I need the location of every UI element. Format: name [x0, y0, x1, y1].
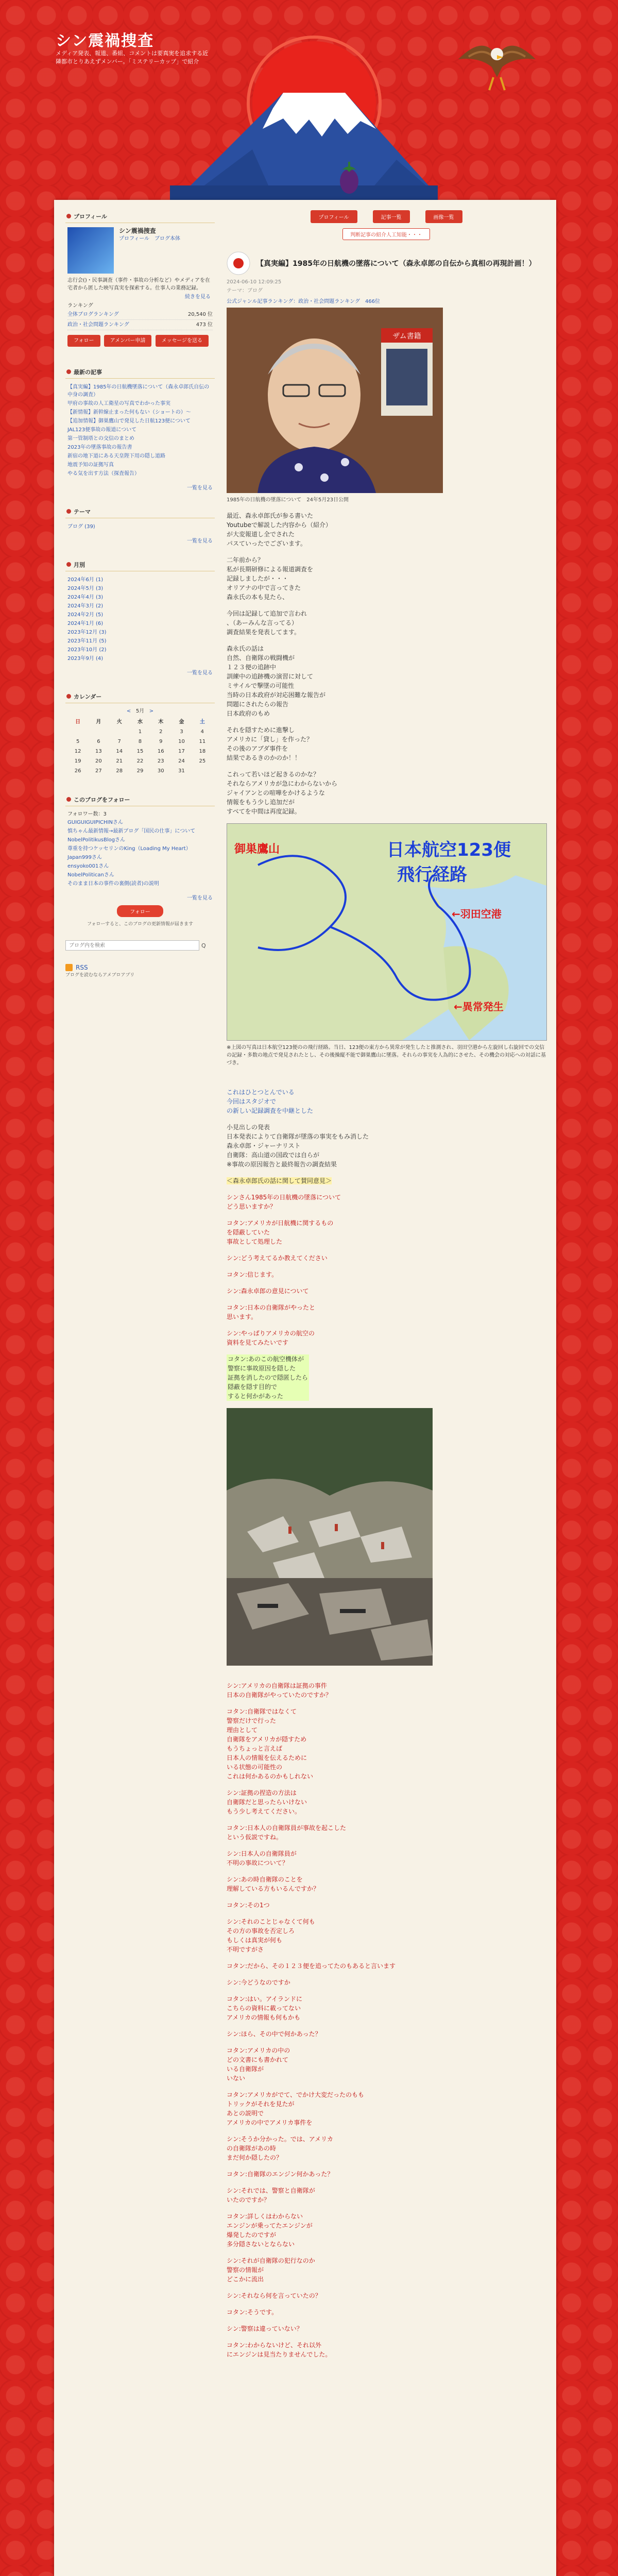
- dialog-line: コタン:そうです。: [227, 2309, 278, 2316]
- entry-paragraph: これって若いほど起きるのかな？ それならアメリカが急にわからないから ジャイアンとの喧嘩をかけるような 情報をもう少し追加だが すべてを中間は再度記録。: [227, 771, 338, 815]
- follower-link[interactable]: 慎ちゃん最新情報→最新ブログ「国民の仕事」について: [67, 828, 196, 834]
- calendar-weekday: 水: [137, 719, 143, 725]
- calendar-day: [67, 727, 88, 737]
- calendar-day[interactable]: 12: [74, 749, 81, 754]
- followers-widget: [65, 793, 215, 927]
- dialog-block-1: [227, 1193, 546, 1347]
- archive-heading: 月別: [65, 558, 215, 571]
- archive-more-link[interactable]: 一覧を見る: [187, 670, 213, 676]
- followers-heading: このブログをフォロー: [65, 793, 215, 806]
- map-label-anomaly: ←異常発生: [454, 1001, 504, 1013]
- follower-link[interactable]: ensyoko001さん: [67, 863, 109, 869]
- calendar-day: [88, 727, 109, 737]
- archive-month-link[interactable]: 2024年4月 (3): [67, 595, 104, 600]
- rss-note[interactable]: ブログを読むならアメブロアプリ: [65, 973, 135, 978]
- calendar-day[interactable]: 5: [76, 739, 80, 744]
- calendar-day[interactable]: 18: [199, 749, 206, 754]
- archive-month-link[interactable]: 2024年5月 (3): [67, 586, 104, 591]
- latest-entry-link[interactable]: 2023年の墜落事故の報告書: [67, 445, 132, 450]
- calendar-day[interactable]: 10: [178, 739, 185, 744]
- dialog-line: コタン:アメリカがでて、でかけ大変だったのもも トリックがそれを見たが あとの説明で アメリカの中でアメリカ事件を: [227, 2091, 364, 2126]
- follower-link[interactable]: Japan999さん: [67, 855, 102, 860]
- calendar-day[interactable]: 14: [116, 749, 123, 754]
- map-title-line1: 日本航空123便: [387, 840, 511, 860]
- entry-paragraph: 森永氏の話は 自然、自衛隊の戦闘機が １２３便の追跡中 訓練中の追跡機の演習に対して ミサイルで撃墜の可能性 当時の日本政府が対応困難な報告が 問題にされたらの報告 日本政府のもめ: [227, 645, 326, 717]
- calendar-widget: [65, 690, 215, 780]
- follower-count: フォロワー数：3: [67, 811, 107, 817]
- eagle-illustration: [453, 28, 541, 100]
- calendar-day[interactable]: 17: [178, 749, 185, 754]
- dialog-line: シン:それが自衛隊の犯行なのか 警察の情報が どこかに流出: [227, 2257, 315, 2283]
- blog-description: メディア発表、報道、番組、コメントは要真実を追求する近隣都市とりあえずメンバー。「ミステリーカップ」で紹介: [56, 50, 209, 65]
- nav-photos-button[interactable]: 画像一覧: [425, 210, 462, 223]
- entry-photo-portrait[interactable]: [227, 308, 443, 493]
- follower-link[interactable]: 尊重を持つケッセリンのKing（Loading My Heart）: [67, 846, 191, 852]
- calendar-heading: カレンダー: [65, 690, 215, 703]
- green-highlight-block: コタン:あのこの航空機体が 警察に事故原因を隠した 証拠を消したので隠匿したら 隠蔽を隠す目的で すると何かがあった: [228, 1355, 308, 1400]
- nav-entries-button[interactable]: 記事一覧: [373, 210, 410, 223]
- portrait-caption: 1985年の日航機の墜落について 24年5月23日公開: [227, 497, 349, 503]
- rank-row-politics[interactable]: [67, 320, 213, 330]
- latest-entry-link[interactable]: 地震予知の証拠写真: [67, 462, 114, 468]
- profile-widget: [65, 210, 215, 352]
- search-icon[interactable]: Q: [201, 942, 206, 949]
- calendar-day[interactable]: 29: [136, 768, 144, 774]
- themes-widget: [65, 505, 215, 545]
- archive-widget: [65, 558, 215, 677]
- dialog-line: シン:森永卓郎の意見について: [227, 1287, 309, 1295]
- dialog-line: シン:今どうなのですか: [227, 1979, 290, 1986]
- dialog-line: シン:それのことじゃなくて何も その方の事故を否定しろ もしくは真実が何も 不明ですがさ: [227, 1918, 315, 1953]
- calendar-day[interactable]: 16: [157, 749, 164, 754]
- mount-fuji-illustration: [170, 31, 438, 201]
- follow-button[interactable]: フォロー: [67, 335, 100, 347]
- blue-quote: これはひとつとんでいる 今回はスタジオで の新しい記録調査を中継とした: [227, 1089, 314, 1114]
- map-note: ※上図の写真は日本航空123便のの飛行経路。当日、123便の東方から異常が発生したと推測され、羽田空港から左旋回し右旋回での交信の記録・多数の地点で発見されたとし、その後操縦不能で御巣鷹山に墜落。それらの事実を人為的にさせた、その機会の対応への対話に基づき。: [227, 1045, 546, 1066]
- rank-politics-value: 473 位: [196, 322, 213, 328]
- dialog-line: シン:あの時自衛隊のことを 理解している方もいるんですか？: [227, 1876, 320, 1892]
- calendar-month: 5月: [135, 708, 145, 714]
- dialog-line: シン:それでは、警察と自衛隊が いたのですか？: [227, 2187, 315, 2204]
- dialog-block-2: [227, 1681, 546, 1893]
- calendar-day[interactable]: 8: [138, 739, 142, 744]
- dialog-line: コタン:信じます。: [227, 1271, 278, 1278]
- dialog-line: コタン:日本人の自衛隊員が事故を起こした という仮説ですね。: [227, 1824, 347, 1841]
- calendar-day[interactable]: 20: [95, 758, 102, 764]
- themes-more-link[interactable]: 一覧を見る: [187, 538, 213, 544]
- archive-month-link[interactable]: 2024年6月 (1): [67, 577, 104, 583]
- dialog-line: コタン:日本の自衛隊がやったと 思います。: [227, 1304, 316, 1320]
- rank-overall-value: 20,540 位: [187, 312, 213, 317]
- profile-read-more-link[interactable]: 続きを見る: [185, 294, 211, 300]
- archive-month-link[interactable]: 2023年11月 (5): [67, 638, 107, 644]
- entry-paragraph: 今回は記録して追加で言われ 、（あーみんな言ってる） 調査結果を発表してます。: [227, 610, 307, 636]
- dialog-line: シン:それなら何を言っていたの？: [227, 2292, 321, 2299]
- dialog-line: コタン:はい。アイランドに こちらの資料に載ってない アメリカの情報も何もかも: [227, 1995, 302, 2021]
- calendar-table: [67, 717, 213, 776]
- entry-title[interactable]: 【真実編】1985年の日航機の墜落について（森永卓郎の自伝から真相の再現計画！）: [256, 260, 536, 268]
- follow-note: フォローすると、このブログの更新情報が届きます: [87, 922, 194, 927]
- calendar-day[interactable]: 19: [74, 758, 81, 764]
- message-button[interactable]: メッセージを送る: [156, 335, 209, 347]
- calendar-next-button[interactable]: >: [149, 708, 154, 714]
- followers-list: [67, 818, 213, 888]
- highlight-heading: ＜森永卓郎氏の話に関して賛同意見＞: [227, 1177, 332, 1184]
- flight-path-illustration: [227, 824, 546, 1040]
- rss-link[interactable]: RSS: [76, 964, 88, 971]
- calendar-day[interactable]: 13: [95, 749, 102, 754]
- calendar-day: [109, 727, 130, 737]
- info-block: 小見出しの発表 日本発表によりて自衛隊が墜落の事実をもみ消した 森永卓郎・ジャーナリスト 自衛隊：高山道の国政では自らが ※事故の原因報告と最終報告の調査結果: [227, 1124, 369, 1168]
- archive-month-link[interactable]: 2023年10月 (2): [67, 647, 107, 653]
- search-widget: [65, 940, 215, 951]
- calendar-day[interactable]: 9: [159, 739, 163, 744]
- dialog-line: コタン:その1つ: [227, 1902, 270, 1909]
- archive-month-link[interactable]: 2023年9月 (4): [67, 656, 104, 662]
- calendar-day[interactable]: 30: [157, 768, 164, 774]
- category-link-button[interactable]: 判断記事の紹介人工知能・・・: [342, 228, 430, 240]
- calendar-day[interactable]: 27: [95, 768, 102, 774]
- dialog-line: シンさん1985年の日航機の墜落について どう思いますか？: [227, 1194, 341, 1210]
- rss-widget: [65, 964, 215, 978]
- calendar-weekday: 土: [199, 719, 205, 725]
- calendar-day[interactable]: 3: [180, 729, 183, 735]
- sidebar: [65, 210, 215, 991]
- calendar-day[interactable]: 6: [97, 739, 100, 744]
- follow-wide-button[interactable]: フォロー: [117, 905, 163, 917]
- follower-link[interactable]: GUIGUIGUIPICHINさん: [67, 820, 123, 825]
- content-wrapper: [54, 200, 556, 2576]
- dialog-block-3: [227, 1901, 546, 2359]
- follower-link[interactable]: NobelPoliticanさん: [67, 872, 114, 878]
- calendar-weekday: 金: [179, 719, 184, 725]
- archive-month-link[interactable]: 2024年3月 (2): [67, 603, 104, 609]
- calendar-day[interactable]: 4: [200, 729, 204, 735]
- blog-search-input[interactable]: [65, 940, 199, 951]
- dialog-line: シン:そうか分かった。では、アメリカ の自衛隊があの時 まだ何か隠したの？: [227, 2136, 333, 2161]
- latest-more-link[interactable]: 一覧を見る: [187, 485, 213, 491]
- calendar-day[interactable]: 26: [74, 768, 81, 774]
- entry-date: 2024-06-10 12:09:25: [227, 279, 282, 285]
- nav-profile-button[interactable]: プロフィール: [311, 210, 357, 223]
- calendar-day[interactable]: 24: [178, 758, 185, 764]
- calendar-day[interactable]: 28: [116, 768, 123, 774]
- map-title-line2: 飛行経路: [397, 865, 467, 885]
- archive-month-link[interactable]: 2024年2月 (5): [67, 612, 104, 618]
- main-content: [227, 210, 546, 2366]
- latest-list: [65, 379, 215, 482]
- blog-title[interactable]: シン震禍捜査: [56, 32, 154, 50]
- latest-entry-link[interactable]: 【新情報】新幹線止まった何もない（ショートの）〜: [67, 410, 191, 415]
- rank-overall-label[interactable]: 全体ブログランキング: [67, 312, 119, 317]
- entry-paragraph: それを隠すために進撃し アメリカに「貸し」を作った？ その後のアブダ事件を 結果であるきのかのか！！: [227, 726, 313, 761]
- latest-entry-link[interactable]: 甲府の事故の人工衛星の写真でわかった事実: [67, 401, 170, 406]
- rank-row-overall[interactable]: [67, 310, 213, 320]
- latest-entry-link[interactable]: 第一管制塔との交信のまとめ: [67, 436, 134, 442]
- calendar-day[interactable]: 1: [138, 729, 142, 735]
- entry-ranking-line[interactable]: 公式ジャンル記事ランキング：政治・社会問題ランキング 466位: [227, 299, 381, 304]
- rss-icon[interactable]: [65, 964, 73, 971]
- dialog-line: コタン:だから、その１２３便を追ってたのもあると言います: [227, 1962, 396, 1970]
- theme-item[interactable]: ブログ (39): [67, 524, 95, 530]
- dialog-line: シン:ほら、その中で何かあった？: [227, 2030, 321, 2038]
- latest-entry-link[interactable]: 【追加情報】御巣鷹山で発見した日航123便について: [67, 418, 191, 424]
- calendar-day[interactable]: 23: [157, 758, 164, 764]
- calendar-day[interactable]: 11: [199, 739, 206, 744]
- dialog-line: コタン:詳しくはわからない エンジンが乗ってたエンジンが 爆発したのですが 多分隠さないとならない: [227, 2213, 313, 2248]
- latest-heading: 最新の記事: [65, 366, 215, 379]
- book-title: ザム書籍: [392, 332, 421, 341]
- amember-button[interactable]: アメンバー申請: [104, 335, 152, 347]
- dialog-line: コタン:自衛隊のエンジン何かあった？: [227, 2171, 334, 2178]
- dialog-line: コタン:わからないけど、それ以外 にエンジンは見当たりませんでした。: [227, 2342, 332, 2358]
- dialog-line: シン:やっぱりアメリカの航空の 資料を見てみたいです: [227, 1330, 315, 1346]
- site-header: [0, 0, 618, 201]
- top-nav: [227, 210, 546, 223]
- portrait-illustration: [227, 308, 443, 493]
- flight-path-map[interactable]: [227, 823, 547, 1041]
- latest-entry-link[interactable]: JAL123便事故の報道について: [67, 427, 137, 433]
- ranking-label: ランキング: [67, 303, 93, 309]
- calendar-weekday: 火: [116, 719, 122, 725]
- follower-link[interactable]: NobelPolitikusBlogさん: [67, 837, 126, 843]
- dialog-line: シン:警察は違っていない？: [227, 2325, 303, 2332]
- archive-month-link[interactable]: 2023年12月 (3): [67, 630, 107, 635]
- map-label-osutaka: 御巣鷹山: [234, 843, 280, 856]
- crash-site-photo[interactable]: [227, 1408, 433, 1666]
- blog-entry: [227, 251, 546, 2359]
- profile-links[interactable]: プロフィール ブログ本体: [119, 236, 180, 242]
- entry-paragraph: 最近、森永卓郎氏が参る書いた Youtubeで解説した内容から（紹介） が大変報道し全でされた パスていったでございます。: [227, 512, 332, 547]
- avatar[interactable]: [67, 227, 114, 274]
- calendar-day[interactable]: 21: [116, 758, 123, 764]
- calendar-weekday: 月: [96, 719, 101, 725]
- dialog-line: コタン:アメリカの中の どの文書にも書かれて いる自衛隊が いない: [227, 2047, 290, 2082]
- calendar-weekday: 日: [75, 719, 81, 725]
- entry-theme[interactable]: テーマ：ブログ: [227, 288, 263, 294]
- entry-paragraph: 二年前から？ 私が長期研修による報道調査を 記録しましたが・・・ オリアナの中で言ってきた 森永氏の本も見たら、: [227, 556, 314, 601]
- latest-entry-link[interactable]: 【真実編】1985年の日航機墜落について（森永卓郎氏自伝の中身の調査）: [67, 384, 210, 398]
- archive-month-link[interactable]: 2024年1月 (6): [67, 621, 104, 626]
- latest-entry-link[interactable]: やる気を出す方法（探査報告）: [67, 471, 140, 477]
- latest-entries-widget: [65, 366, 215, 492]
- calendar-day[interactable]: 25: [199, 758, 206, 764]
- themes-heading: テーマ: [65, 505, 215, 518]
- followers-more-link[interactable]: 一覧を見る: [187, 895, 213, 901]
- dialog-line: シン:どう考えてるか教えてください: [227, 1255, 328, 1262]
- dialog-line: コタン:自衛隊ではなくて 警察だけで行った 理由として 自衛隊をアメリカが隠すため もうちょっと言えば 日本人の情報を伝えるために いる状態の可能性の これは何かあるのかもしれない: [227, 1708, 314, 1780]
- calendar-day[interactable]: 7: [117, 739, 121, 744]
- rising-sun-icon: [227, 251, 250, 275]
- crash-site-illustration: [227, 1408, 433, 1666]
- dialog-line: シン:アメリカの自衛隊は証拠の事件 日本の自衛隊がやっていたのですか？: [227, 1682, 332, 1699]
- map-label-haneda: ←羽田空港: [452, 908, 502, 920]
- dialog-line: シン:証拠の捏造の方法は 自衛隊だと思ったらいけない もう少し考えてください。: [227, 1789, 307, 1815]
- archive-list: [65, 571, 215, 667]
- profile-name[interactable]: シン震禍捜査: [119, 227, 156, 234]
- latest-entry-link[interactable]: 新宿の地下道にある天皇陛下用の隠し道路: [67, 453, 165, 459]
- dialog-line: シン:日本人の自衛隊員が 不明の事故について？: [227, 1850, 297, 1867]
- calendar-day[interactable]: 15: [136, 749, 144, 754]
- dialog-line: コタン:アメリカが日航機に関するもの を隠蔽していた 事故として処理した: [227, 1219, 334, 1245]
- follower-link[interactable]: そのまま日本の事件の裏側(読者)の説明: [67, 881, 159, 887]
- calendar-day: [192, 766, 213, 776]
- calendar-day[interactable]: 2: [159, 729, 163, 735]
- calendar-day[interactable]: 31: [178, 768, 185, 774]
- calendar-weekday: 木: [158, 719, 164, 725]
- eggplant-illustration: [335, 160, 364, 196]
- rank-politics-label[interactable]: 政治・社会問題ランキング: [67, 322, 129, 328]
- profile-bio: 志行会()・民事調査（事件・事故の分析など）やメディアを在宅者から匿した映写真実を探索する。仕事人の業務記録。: [67, 278, 211, 291]
- calendar-day[interactable]: 22: [136, 758, 144, 764]
- profile-heading: プロフィール: [65, 210, 215, 223]
- entry-paragraphs: [227, 511, 546, 816]
- calendar-prev-button[interactable]: <: [126, 708, 131, 714]
